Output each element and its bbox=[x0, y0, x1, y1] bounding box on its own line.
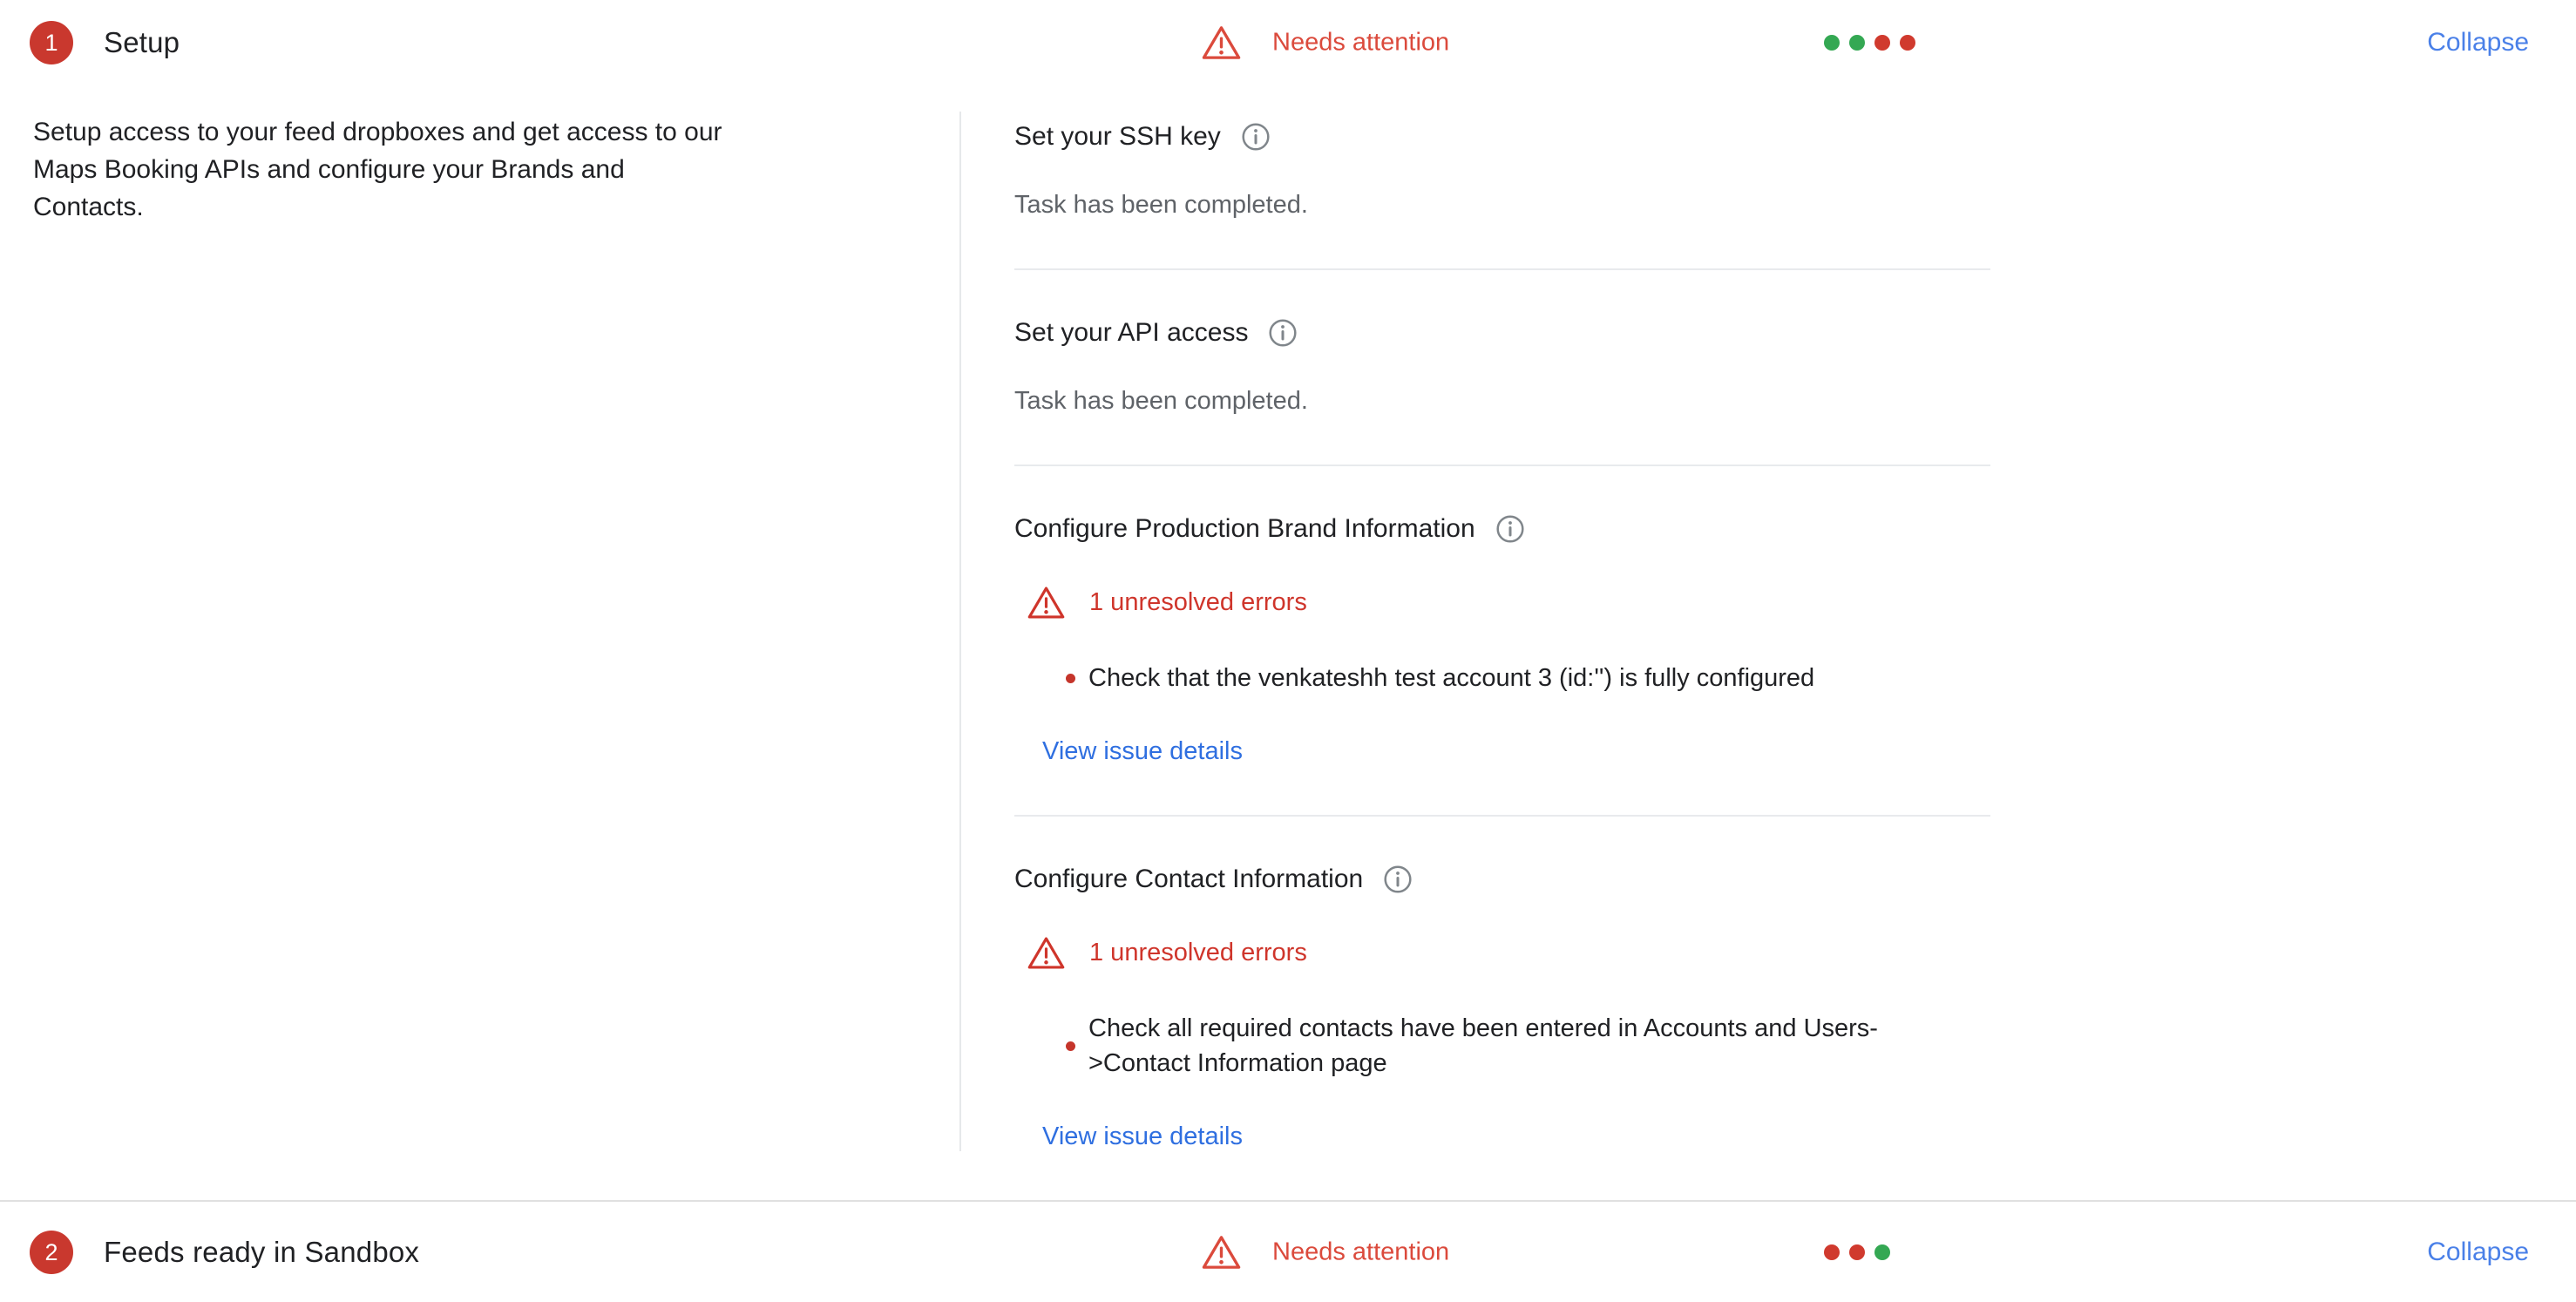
warning-icon bbox=[1201, 1232, 1242, 1273]
error-summary bbox=[1027, 583, 1990, 622]
status-label: Needs attention bbox=[1272, 28, 1450, 57]
task-divider bbox=[1014, 465, 1990, 466]
task-status-text: Task has been completed. bbox=[1014, 387, 1308, 415]
status-dot-green bbox=[1849, 35, 1865, 51]
issue-text-line: >Contact Information page bbox=[1088, 1049, 1387, 1077]
section-feeds-header bbox=[0, 1231, 2576, 1274]
error-summary-label: 1 unresolved errors bbox=[1089, 939, 1307, 966]
status-dot-red bbox=[1824, 1244, 1840, 1260]
status-label: Needs attention bbox=[1272, 1238, 1450, 1266]
error-summary-label: 1 unresolved errors bbox=[1089, 588, 1307, 616]
status-dot-green bbox=[1824, 35, 1840, 51]
task-divider bbox=[1014, 815, 1990, 817]
warning-icon bbox=[1027, 583, 1066, 622]
task-divider bbox=[1014, 268, 1990, 270]
section-setup-header bbox=[0, 21, 2576, 64]
task-configure-contact-information bbox=[1014, 864, 1990, 1151]
section-setup-title: Setup bbox=[104, 26, 180, 58]
section-setup-status bbox=[1201, 23, 1449, 64]
error-summary bbox=[1027, 933, 1990, 973]
issue-item bbox=[1066, 1011, 1902, 1081]
step-2-badge: 2 bbox=[30, 1231, 73, 1274]
description-line: Contacts. bbox=[33, 193, 144, 221]
task-title: Set your API access bbox=[1014, 318, 1249, 347]
section-description-column bbox=[0, 112, 961, 1151]
task-title: Set your SSH key bbox=[1014, 122, 1221, 151]
progress-dots bbox=[1824, 1244, 1900, 1260]
info-icon[interactable] bbox=[1383, 865, 1413, 894]
section-setup bbox=[0, 21, 2576, 1202]
info-icon[interactable] bbox=[1495, 514, 1525, 544]
status-dot-red bbox=[1849, 1244, 1865, 1260]
view-issue-details-link[interactable]: View issue details bbox=[1042, 737, 1243, 765]
task-set-api-access bbox=[1014, 317, 1990, 466]
status-dot-green bbox=[1874, 1244, 1890, 1260]
collapse-button[interactable]: Collapse bbox=[2427, 28, 2529, 57]
section-feeds-sandbox bbox=[0, 1231, 2576, 1274]
issue-item bbox=[1066, 661, 1902, 695]
section-description bbox=[33, 113, 925, 226]
task-status-text: Task has been completed. bbox=[1014, 191, 1308, 219]
section-setup-body bbox=[0, 112, 2576, 1151]
task-configure-production-brand bbox=[1014, 513, 1990, 817]
description-line: Setup access to your feed dropboxes and get access to our bbox=[33, 118, 722, 146]
task-list bbox=[961, 112, 1990, 1151]
warning-icon bbox=[1027, 933, 1066, 973]
description-line: Maps Booking APIs and configure your Brands and bbox=[33, 155, 625, 184]
info-icon[interactable] bbox=[1268, 318, 1298, 348]
warning-icon bbox=[1201, 23, 1242, 64]
issue-text-line: Check all required contacts have been entered in Accounts and Users- bbox=[1088, 1014, 1878, 1042]
task-title: Configure Contact Information bbox=[1014, 865, 1364, 893]
view-issue-details-link[interactable]: View issue details bbox=[1042, 1122, 1243, 1150]
section-feeds-title: Feeds ready in Sandbox bbox=[104, 1236, 420, 1268]
task-set-ssh-key bbox=[1014, 121, 1990, 270]
issue-bullet-dot bbox=[1066, 674, 1075, 683]
status-dot-red bbox=[1900, 35, 1915, 51]
section-feeds-status bbox=[1201, 1232, 1449, 1273]
issue-bullet-dot bbox=[1066, 1041, 1075, 1051]
collapse-button[interactable]: Collapse bbox=[2427, 1238, 2529, 1266]
progress-dots bbox=[1824, 35, 1925, 51]
status-dot-red bbox=[1874, 35, 1890, 51]
step-1-badge: 1 bbox=[30, 21, 73, 64]
issue-text: Check that the venkateshh test account 3 (id:'') is fully configured bbox=[1088, 664, 1815, 692]
info-icon[interactable] bbox=[1241, 122, 1271, 152]
task-title: Configure Production Brand Information bbox=[1014, 514, 1475, 543]
issue-text bbox=[1088, 1011, 1878, 1081]
